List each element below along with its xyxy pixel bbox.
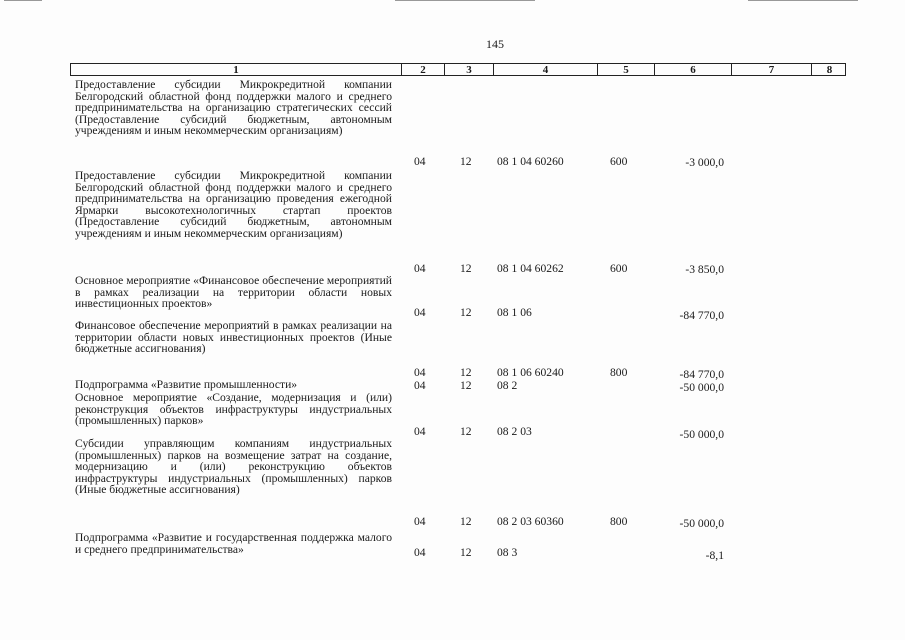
row-subsection: 12 [460, 515, 472, 528]
row-amount: -84 770,0 [679, 368, 724, 381]
row-subsection: 12 [460, 155, 472, 168]
row-target-code: 08 2 03 [497, 425, 532, 438]
row-subsection: 12 [460, 262, 472, 275]
row-expense-type: 600 [610, 262, 628, 275]
row-description: Предоставление субсидии Микрокредитной компании Белгородский областной фонд поддержки малого и среднего предпринимательства на организацию проведения ежегодной Ярмарки высокотехнологичных стартап проектов (Предоставление субсидий бюджетным, автономным учреждениям и иным некоммерческим организациям) [75, 169, 392, 240]
header-col-2: 2 [401, 64, 444, 75]
row-description: Предоставление субсидии Микрокредитной компании Белгородский областной фонд поддержки малого и среднего предпринимательства на организацию стратегических сессий (Предоставление субсидий бюджетным, автономным учреждениям и иным некоммерческим организациям) [75, 78, 392, 138]
row-target-code: 08 2 [497, 379, 518, 392]
row-description: Основное мероприятие «Финансовое обеспечение мероприятий в рамках реализации на территории области новых инвестиционных проектов» [75, 274, 392, 311]
header-col-5: 5 [597, 64, 654, 75]
row-section: 04 [414, 262, 426, 275]
row-description: Финансовое обеспечение мероприятий в рамках реализации на территории области новых инвестиционных проектов (Иные бюджетные ассигнования) [75, 319, 392, 356]
row-target-code: 08 1 04 60262 [497, 262, 564, 275]
row-amount: -3 850,0 [685, 263, 724, 276]
row-subsection: 12 [460, 379, 472, 392]
row-description: Основное мероприятие «Создание, модернизация и (или) реконструкция объектов инфраструктуры индустриальных (промышленных) парков» [75, 391, 392, 428]
row-target-code: 08 1 04 60260 [497, 155, 564, 168]
row-target-code: 08 3 [497, 546, 518, 559]
scan-mark [748, 0, 858, 1]
row-section: 04 [414, 515, 426, 528]
row-description: Подпрограмма «Развитие промышленности» [75, 378, 298, 391]
row-amount: -50 000,0 [679, 381, 724, 394]
header-col-4: 4 [493, 64, 597, 75]
row-target-code: 08 2 03 60360 [497, 515, 564, 528]
row-target-code: 08 1 06 60240 [497, 366, 564, 379]
row-expense-type: 600 [610, 155, 628, 168]
header-col-6: 6 [654, 64, 731, 75]
row-expense-type: 800 [610, 515, 628, 528]
row-amount: -8,1 [705, 549, 724, 562]
header-col-1: 1 [233, 64, 239, 76]
row-amount: -50 000,0 [679, 428, 724, 441]
header-col-7: 7 [731, 64, 811, 75]
header-col-8: 8 [811, 64, 847, 75]
row-subsection: 12 [460, 306, 472, 319]
row-amount: -84 770,0 [679, 309, 724, 322]
row-section: 04 [414, 546, 426, 559]
row-amount: -3 000,0 [685, 156, 724, 169]
page-number: 145 [486, 37, 504, 51]
header-col-3: 3 [444, 64, 493, 75]
row-section: 04 [414, 366, 426, 379]
row-section: 04 [414, 155, 426, 168]
row-target-code: 08 1 06 [497, 306, 532, 319]
scan-mark [395, 0, 535, 1]
row-description: Подпрограмма «Развитие и государственная поддержка малого и среднего предпринимательства» [75, 531, 392, 556]
table-header [70, 63, 846, 76]
row-section: 04 [414, 306, 426, 319]
row-section: 04 [414, 425, 426, 438]
row-section: 04 [414, 379, 426, 392]
row-amount: -50 000,0 [679, 517, 724, 530]
scan-mark [4, 0, 42, 1]
row-expense-type: 800 [610, 366, 628, 379]
row-description: Субсидии управляющим компаниям индустриальных (промышленных) парков на возмещение затрат на создание, модернизацию и (или) реконструкцию объектов инфраструктуры индустриальных (промышленных) парков (Иные бюджетные ассигнования) [75, 437, 392, 497]
row-subsection: 12 [460, 425, 472, 438]
row-subsection: 12 [460, 546, 472, 559]
row-subsection: 12 [460, 366, 472, 379]
